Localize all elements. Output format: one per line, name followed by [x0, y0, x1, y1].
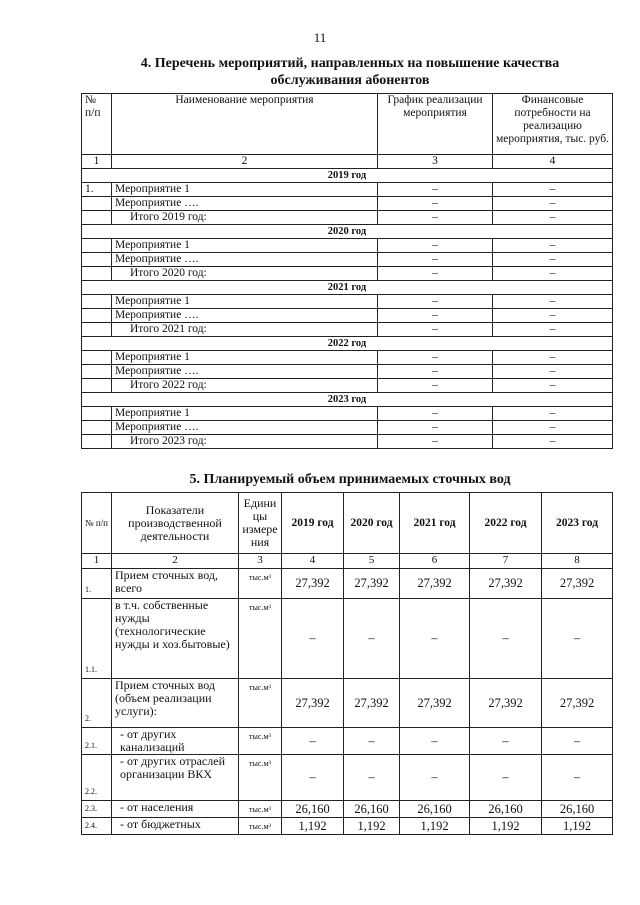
- indicator-name: - от населения: [112, 801, 239, 818]
- indicator-value: –: [470, 728, 542, 755]
- measure-num: [82, 421, 112, 435]
- measure-name: Мероприятие 1: [112, 295, 378, 309]
- measure-name: Мероприятие 1: [112, 239, 378, 253]
- measure-name: Мероприятие ….: [112, 365, 378, 379]
- measure-name: Итого 2019 год:: [112, 211, 378, 225]
- measures-table: [81, 93, 613, 449]
- measure-schedule: –: [378, 351, 493, 365]
- indicator-value: –: [542, 728, 613, 755]
- measure-num: [82, 309, 112, 323]
- measure-schedule: –: [378, 309, 493, 323]
- indicator-value: –: [400, 599, 470, 679]
- measure-name: Мероприятие 1: [112, 407, 378, 421]
- indicator-value: 27,392: [344, 569, 400, 599]
- indicator-unit: тыс.м³: [239, 679, 282, 728]
- measure-row: [82, 253, 613, 267]
- indicator-value: 1,192: [542, 818, 613, 835]
- measure-finance: –: [493, 323, 613, 337]
- measure-name: Мероприятие 1: [112, 351, 378, 365]
- measure-num: [82, 239, 112, 253]
- measure-num: [82, 295, 112, 309]
- measure-name: Итого 2020 год:: [112, 267, 378, 281]
- measure-schedule: –: [378, 211, 493, 225]
- indicator-unit: тыс.м³: [239, 728, 282, 755]
- measure-row: [82, 183, 613, 197]
- indicator-num: 1.: [82, 569, 112, 599]
- indicator-value: 1,192: [400, 818, 470, 835]
- header-name: Наименование мероприятия: [112, 94, 378, 155]
- indicator-num: 2.2.: [82, 755, 112, 801]
- measure-name: Мероприятие ….: [112, 309, 378, 323]
- indicator-value: –: [542, 755, 613, 801]
- indicator-value: 27,392: [400, 679, 470, 728]
- column-number: 1: [82, 554, 112, 569]
- indicator-value: 27,392: [400, 569, 470, 599]
- year-row: [82, 225, 613, 239]
- indicator-value: –: [542, 599, 613, 679]
- indicator-value: 27,392: [282, 679, 344, 728]
- header-unit: Едини цы измере ния: [239, 493, 282, 554]
- measure-num: [82, 351, 112, 365]
- page-number: 11: [313, 30, 327, 45]
- indicator-value: 27,392: [344, 679, 400, 728]
- indicator-value: –: [282, 755, 344, 801]
- measure-name: Мероприятие ….: [112, 253, 378, 267]
- indicator-row: [82, 801, 613, 818]
- measure-finance: –: [493, 211, 613, 225]
- indicator-value: –: [282, 599, 344, 679]
- year-row: [82, 281, 613, 295]
- section5-title: 5. Планируемый объем принимаемых сточных вод: [189, 472, 511, 487]
- measure-num: 1.: [82, 183, 112, 197]
- measure-name: Итого 2023 год:: [112, 435, 378, 449]
- measure-schedule: –: [378, 421, 493, 435]
- indicator-value: 1,192: [344, 818, 400, 835]
- indicator-num: 2.: [82, 679, 112, 728]
- indicator-num: 2.1.: [82, 728, 112, 755]
- indicator-value: –: [344, 728, 400, 755]
- indicator-row: [82, 569, 613, 599]
- measure-schedule: –: [378, 323, 493, 337]
- header-finance: Финансовые потребности на реализацию мероприятия, тыс. руб.: [493, 94, 613, 155]
- indicator-value: 27,392: [542, 679, 613, 728]
- indicator-value: –: [400, 728, 470, 755]
- column-number: 4: [282, 554, 344, 569]
- column-number: 3: [239, 554, 282, 569]
- indicator-name: Прием сточных вод, всего: [112, 569, 239, 599]
- indicator-unit: тыс.м³: [239, 569, 282, 599]
- indicator-value: 1,192: [282, 818, 344, 835]
- section4-title: [80, 55, 620, 89]
- measure-num: [82, 379, 112, 393]
- measure-row: [82, 323, 613, 337]
- measure-row: [82, 295, 613, 309]
- measure-finance: –: [493, 379, 613, 393]
- year-label: 2020 год: [82, 225, 613, 239]
- measure-row: [82, 267, 613, 281]
- indicator-value: –: [400, 755, 470, 801]
- measure-finance: –: [493, 435, 613, 449]
- measure-num: [82, 267, 112, 281]
- indicator-num: 2.4.: [82, 818, 112, 835]
- measure-schedule: –: [378, 295, 493, 309]
- section4-title-line1: 4. Перечень мероприятий, направленных на повышение качества: [140, 56, 560, 71]
- year-label: 2021 год: [82, 281, 613, 295]
- header-year: 2022 год: [470, 493, 542, 554]
- measure-row: [82, 197, 613, 211]
- measure-num: [82, 407, 112, 421]
- measure-num: [82, 197, 112, 211]
- measure-row: [82, 379, 613, 393]
- measure-name: Мероприятие 1: [112, 183, 378, 197]
- measure-finance: –: [493, 197, 613, 211]
- measure-row: [82, 407, 613, 421]
- indicator-row: [82, 755, 613, 801]
- column-number: 1: [82, 155, 112, 169]
- indicator-row: [82, 679, 613, 728]
- section4-title-line2: обслуживания абонентов: [270, 73, 430, 88]
- indicator-unit: тыс.м³: [239, 599, 282, 679]
- indicator-value: –: [344, 755, 400, 801]
- indicator-value: 26,160: [400, 801, 470, 818]
- indicator-unit: тыс.м³: [239, 818, 282, 835]
- year-row: [82, 393, 613, 407]
- indicator-unit: тыс.м³: [239, 801, 282, 818]
- measures-table-header: [82, 94, 613, 155]
- measure-schedule: –: [378, 379, 493, 393]
- indicator-num: 2.3.: [82, 801, 112, 818]
- measure-schedule: –: [378, 183, 493, 197]
- indicator-value: –: [470, 599, 542, 679]
- column-number: 8: [542, 554, 613, 569]
- indicator-unit: тыс.м³: [239, 755, 282, 801]
- measure-finance: –: [493, 183, 613, 197]
- column-number: 5: [344, 554, 400, 569]
- indicator-name: - от других отраслей организации ВКХ: [112, 755, 239, 801]
- measure-row: [82, 239, 613, 253]
- measure-schedule: –: [378, 239, 493, 253]
- measure-finance: –: [493, 253, 613, 267]
- indicator-num: 1.1.: [82, 599, 112, 679]
- column-number: 3: [378, 155, 493, 169]
- header-num: № п/п: [82, 493, 112, 554]
- indicator-row: [82, 728, 613, 755]
- indicator-name: Прием сточных вод (объем реализации услуги):: [112, 679, 239, 728]
- header-year: 2023 год: [542, 493, 613, 554]
- indicator-value: 1,192: [470, 818, 542, 835]
- measure-finance: –: [493, 421, 613, 435]
- measure-num: [82, 365, 112, 379]
- measure-row: [82, 211, 613, 225]
- indicator-value: –: [470, 755, 542, 801]
- header-year: 2020 год: [344, 493, 400, 554]
- indicator-value: 27,392: [470, 569, 542, 599]
- measure-schedule: –: [378, 197, 493, 211]
- measure-schedule: –: [378, 365, 493, 379]
- indicator-row: [82, 818, 613, 835]
- year-row: [82, 169, 613, 183]
- measure-name: Итого 2022 год:: [112, 379, 378, 393]
- measure-num: [82, 323, 112, 337]
- measure-row: [82, 435, 613, 449]
- header-indicator: Показатели производственной деятельности: [112, 493, 239, 554]
- header-year: 2021 год: [400, 493, 470, 554]
- indicator-name: - от других канализаций: [112, 728, 239, 755]
- measure-schedule: –: [378, 407, 493, 421]
- measure-finance: –: [493, 407, 613, 421]
- header-year: 2019 год: [282, 493, 344, 554]
- indicator-name: в т.ч. собственные нужды (технологические нужды и хоз.бытовые): [112, 599, 239, 679]
- column-number: 2: [112, 554, 239, 569]
- measure-schedule: –: [378, 267, 493, 281]
- indicator-value: –: [344, 599, 400, 679]
- measures-column-numbers: [82, 155, 613, 169]
- measure-finance: –: [493, 351, 613, 365]
- indicator-value: 27,392: [470, 679, 542, 728]
- indicator-value: 26,160: [282, 801, 344, 818]
- year-label: 2023 год: [82, 393, 613, 407]
- measure-row: [82, 309, 613, 323]
- wastewater-table: [81, 492, 613, 835]
- wastewater-column-numbers: [82, 554, 613, 569]
- measure-name: Итого 2021 год:: [112, 323, 378, 337]
- measure-name: Мероприятие ….: [112, 197, 378, 211]
- measure-schedule: –: [378, 435, 493, 449]
- indicator-value: 27,392: [282, 569, 344, 599]
- measure-num: [82, 211, 112, 225]
- indicator-value: 26,160: [542, 801, 613, 818]
- measure-finance: –: [493, 295, 613, 309]
- column-number: 7: [470, 554, 542, 569]
- measure-row: [82, 351, 613, 365]
- indicator-value: –: [282, 728, 344, 755]
- measure-finance: –: [493, 267, 613, 281]
- wastewater-table-header: [82, 493, 613, 554]
- column-number: 2: [112, 155, 378, 169]
- column-number: 6: [400, 554, 470, 569]
- measure-row: [82, 365, 613, 379]
- year-row: [82, 337, 613, 351]
- year-label: 2019 год: [82, 169, 613, 183]
- header-schedule: График реализации мероприятия: [378, 94, 493, 155]
- indicator-name: - от бюджетных: [112, 818, 239, 835]
- indicator-value: 27,392: [542, 569, 613, 599]
- measure-name: Мероприятие ….: [112, 421, 378, 435]
- indicator-value: 26,160: [344, 801, 400, 818]
- measure-row: [82, 421, 613, 435]
- measure-schedule: –: [378, 253, 493, 267]
- measure-finance: –: [493, 365, 613, 379]
- indicator-row: [82, 599, 613, 679]
- column-number: 4: [493, 155, 613, 169]
- measure-finance: –: [493, 239, 613, 253]
- header-num: № п/п: [82, 94, 112, 155]
- measure-num: [82, 253, 112, 267]
- indicator-value: 26,160: [470, 801, 542, 818]
- year-label: 2022 год: [82, 337, 613, 351]
- measure-finance: –: [493, 309, 613, 323]
- measure-num: [82, 435, 112, 449]
